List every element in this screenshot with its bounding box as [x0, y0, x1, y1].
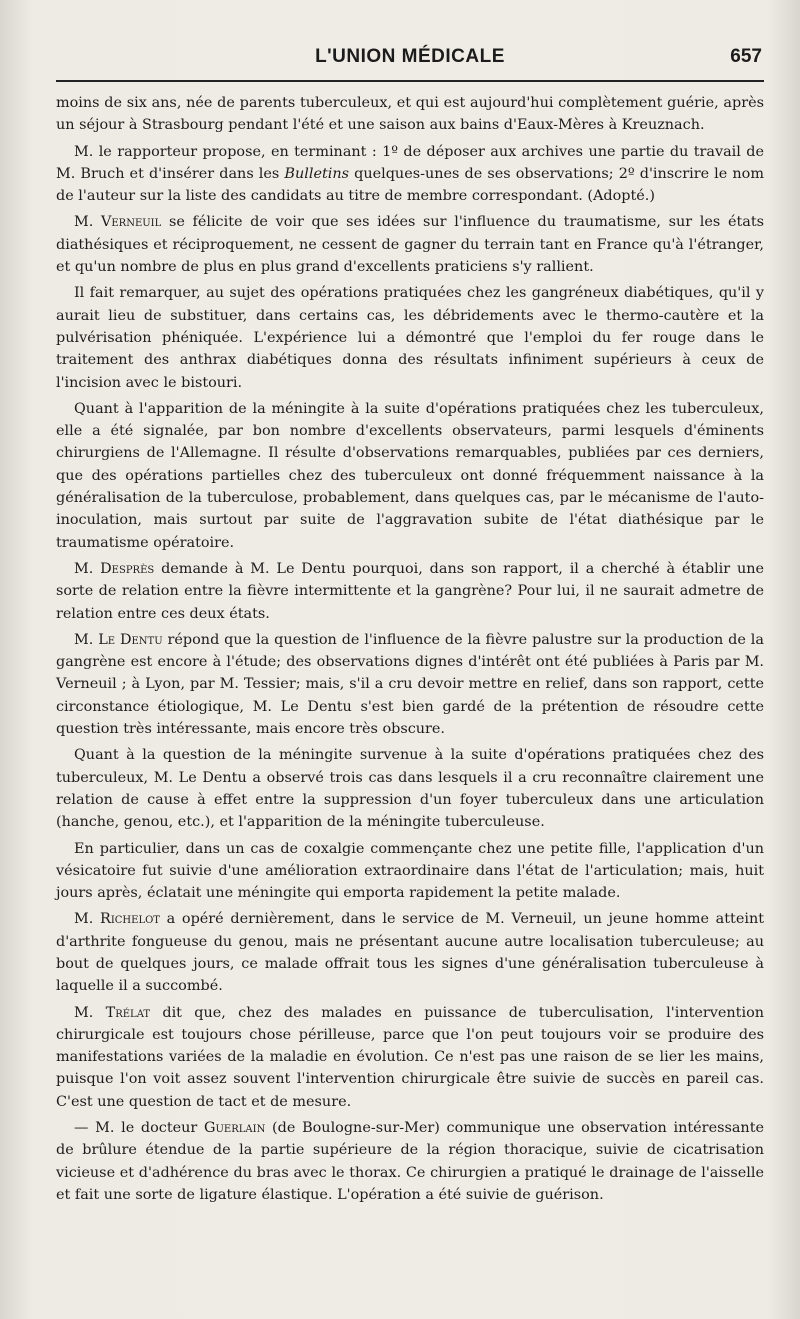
paragraph-text: a opéré dernièrement, dans le service de M. Verneuil, un jeune homme atteint d'arthrite fongueuse du genou, mais ne présentant aucune autre localisation tuberculeuse; au bout de quelques jours, ce malade offrait tous les signes d'une généralisation tuberculeuse à laquelle il a succombé. — [56, 911, 764, 995]
paragraph-text: Quant à l'apparition de la méningite à la suite d'opérations pratiquées chez les tuberculeux, elle a été signalée, par bon nombre d'excellents observateurs, parmi lesquels d'éminents chirurgiens de l'Allemagne. Il résulte d'observations remarquables, publiées par ces derniers, que des opérations partielles chez des tuberculeux ont donné fréquemment naissance à la généralisation de la tuberculose, probablement, dans quelques cas, par le mécanisme de l'auto-inoculation, mais surtout par suite de l'aggravation subite de l'état diathésique par le traumatisme opératoire. — [56, 400, 764, 551]
speaker-prefix: M. — [74, 631, 99, 648]
speaker-prefix: M. — [74, 911, 100, 928]
paragraph-text: moins de six ans, née de parents tuberculeux, et qui est aujourd'hui complètement guérie, après un séjour à Strasbourg pendant l'été et une saison aux bains d'Eaux-Mères à Kreuznach. — [56, 95, 764, 134]
paragraph — [56, 92, 764, 137]
paragraph-text: M. le rapporteur propose, en terminant : 1º de déposer aux archives une partie du travail de M. Bruch et d'insérer dans les — [56, 143, 764, 182]
paragraph-text: demande à M. Le Dentu pourquoi, dans son rapport, il a cherché à établir une sorte de relation entre la fièvre intermittente et la gangrène? Pour lui, il ne saurait admetre de relation entre ces deux états. — [56, 560, 764, 622]
paragraph — [56, 629, 764, 740]
paragraph — [56, 558, 764, 625]
bulletins-title: Bulletins — [284, 165, 350, 182]
paragraph-text: quelques-unes de ses observations; 2º d'inscrire le nom de l'auteur sur la liste des candidats au titre de membre correspondant. (Adopté.) — [56, 165, 764, 205]
paragraph-text: Quant à la question de la méningite survenue à la suite d'opérations pratiquées chez des tuberculeux, M. Le Dentu a observé trois cas dans lesquels il a cru reconnaître clairement une relation de cause à effet entre la suppression d'un foyer tuberculeux dans une articulation (hanche, genou, etc.), et l'apparition de la méningite tuberculeuse. — [56, 747, 764, 831]
page-header — [56, 46, 764, 80]
speaker-prefix: M. — [74, 214, 101, 231]
paragraph — [56, 211, 764, 278]
paragraph-text: (de Boulogne-sur-Mer) communique une observation intéressante de brûlure étendue de la partie supérieure de la région thoracique, suivie de cicatrisation vicieuse et d'adhérence du bras avec le thorax. Ce chirurgien a pratiqué le drainage de l'aisselle et fait une sorte de ligature élastique. L'opération a été suivie de guérison. — [56, 1120, 764, 1203]
speaker-prefix: M. — [74, 1004, 106, 1021]
header-rule — [56, 80, 764, 82]
paragraph — [56, 398, 764, 554]
speaker-prefix: — M. le docteur — [74, 1120, 204, 1137]
speaker-name: Desprès — [100, 560, 155, 577]
paragraph — [56, 282, 764, 393]
paragraph-text: répond que la question de l'influence de la fièvre palustre sur la production de la gangrène est encore à l'étude; des observations dignes d'intérêt ont été publiées à Paris par M. Verneuil ; à Lyon, par M. Tessier; mais, s'il a cru devoir mettre en relief, dans son rapport, cette circonstance étiologique, M. Le Dentu s'est bien gardé de la prétention de résoudre cette question très intéressante, mais encore très obscure. — [56, 631, 764, 738]
paragraph-text: Il fait remarquer, au sujet des opérations pratiquées chez les gangréneux diabétiques, qu'il y aurait lieu de substituer, dans certains cas, les débridements avec le thermo-cautère et la pulvérisation phéniquée. L'expérience lui a démontré que l'emploi du fer rouge dans le traitement des anthrax diabétiques donna des résultats infiniment supérieurs à ceux de l'incision avec le bistouri. — [56, 285, 764, 391]
speaker-name: Guerlain — [204, 1120, 266, 1137]
article-body — [56, 92, 764, 1210]
speaker-name: Verneuil — [100, 214, 162, 231]
speaker-name: Trélat — [105, 1004, 151, 1021]
paragraph-text: se félicite de voir que ses idées sur l'influence du traumatisme, sur les états diathésiques et réciproquement, ne cessent de gagner du terrain tant en France qu'à l'étranger, et qu'un nombre de plus en plus grand d'excellents praticiens s'y rallient. — [56, 214, 764, 276]
paragraph — [56, 141, 764, 208]
paragraph — [56, 908, 764, 997]
speaker-name: Le Dentu — [98, 631, 163, 648]
journal-title: L'UNION MÉDICALE — [315, 46, 505, 67]
speaker-name: Richelot — [100, 911, 160, 928]
paragraph-text: En particulier, dans un cas de coxalgie commençante chez une petite fille, l'application d'un vésicatoire fut suivie d'une amélioration extraordinaire dans l'état de l'articulation; mais, huit jours après, éclatait une méningite qui emporta rapidement la petite malade. — [56, 840, 764, 902]
paragraph — [56, 744, 764, 833]
page-number: 657 — [730, 46, 762, 67]
paragraph — [56, 838, 764, 905]
paragraph — [56, 1002, 764, 1113]
paragraph-text: dit que, chez des malades en puissance de tuberculisation, l'intervention chirurgicale est toujours chose périlleuse, parce que l'on peut toujours voir se produire des manifestations variées de la maladie en évolution. Ce n'est pas une raison de se lier les mains, puisque l'on voit assez souvent l'intervention chirurgicale être suivie de succès en pareil cas. C'est une question de tact et de mesure. — [56, 1004, 764, 1110]
paragraph — [56, 1117, 764, 1206]
speaker-prefix: M. — [74, 560, 101, 577]
